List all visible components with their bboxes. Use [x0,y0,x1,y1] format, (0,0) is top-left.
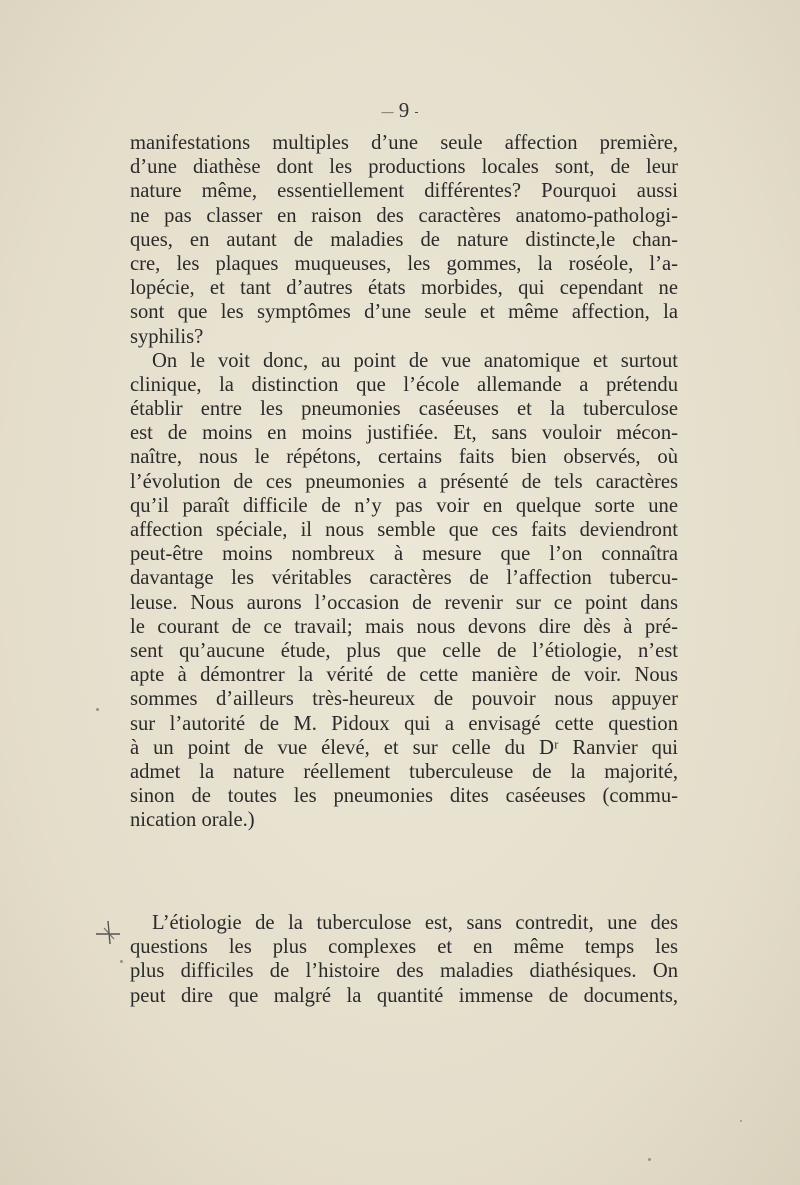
text-line: sinon de toutes les pneumonies dites caséeuses (commu- [130,785,678,808]
text-line: nature même, essentiellement différentes? Pourquoi aussi [130,180,678,203]
text-line: l’évolution de ces pneumonies a présenté de tels caractères [130,470,678,493]
text-line: ne pas classer en raison des caractères anatomo-pathologi- [130,204,678,227]
text-line: On le voit donc, au point de vue anatomique et surtout [152,349,678,372]
text-line: syphilis? [130,325,204,348]
text-line: sont que les symptômes d’une seule et même affection, la [130,301,678,324]
text-line: leuse. Nous aurons l’occasion de revenir sur ce point dans [130,591,678,614]
text-line: naître, nous le répétons, certains faits bien observés, où [130,446,678,469]
text-line: questions les plus complexes et en même temps les [130,936,678,959]
text-line: davantage les véritables caractères de l’affection tubercu- [130,567,678,590]
page-number [0,98,800,123]
margin-cross-mark-icon [94,918,122,946]
text-line: clinique, la distinction que l’école allemande a prétendu [130,373,678,396]
paragraph-1 [130,131,678,349]
text-line: ques, en autant de maladies de nature distincte,le chan- [130,228,678,251]
paragraph-2 [130,349,678,833]
main-text-block [130,131,678,832]
text-line: cre, les plaques muqueuses, les gommes, la roséole, l’a- [130,252,678,275]
text-line: apte à démontrer la vérité de cette manière de voir. Nous [130,664,678,687]
text-line: établir entre les pneumonies caséeuses et la tuberculose [130,398,678,421]
text-line: à un point de vue élevé, et sur celle du Dʳ Ranvier qui [130,736,678,759]
paper-speck [120,960,123,963]
paper-speck [648,1158,651,1161]
text-line: L’étiologie de la tuberculose est, sans contredit, une des [152,912,678,934]
text-line: d’une diathèse dont les productions locales sont, de leur [130,156,678,179]
text-line: qu’il paraît difficile de n’y pas voir en quelque sorte une [130,494,678,517]
text-line: peut-être moins nombreux à mesure que l’on connaîtra [130,543,678,566]
paper-speck [96,708,99,711]
text-line: lopécie, et tant d’autres états morbides, qui cependant ne [130,277,678,300]
paragraph-3 [130,911,678,1008]
text-line: nication orale.) [130,809,255,832]
folio-right-mark: - [414,104,419,119]
text-line: sent qu’aucune étude, plus que celle de l’étiologie, n’est [130,639,678,662]
text-line: plus difficiles de l’histoire des maladies diathésiques. On [130,960,678,983]
text-line: le courant de ce travail; mais nous devons dire dès à pré- [130,615,678,638]
text-line: sur l’autorité de M. Pidoux qui a envisagé cette question [130,712,678,735]
text-line: admet la nature réellement tuberculeuse de la majorité, [130,760,678,783]
text-line: sommes d’ailleurs très-heureux de pouvoir nous appuyer [130,688,678,711]
paper-speck [740,1120,742,1122]
text-line: manifestations multiples d’une seule affection première, [130,132,678,154]
text-line: est de moins en moins justifiée. Et, sans vouloir mécon- [130,422,678,445]
folio-left-mark: — [381,104,394,119]
folio-number: 9 [398,98,410,122]
text-line: affection spéciale, il nous semble que ces faits deviendront [130,519,678,541]
text-line: peut dire que malgré la quantité immense de documents, [130,984,678,1007]
